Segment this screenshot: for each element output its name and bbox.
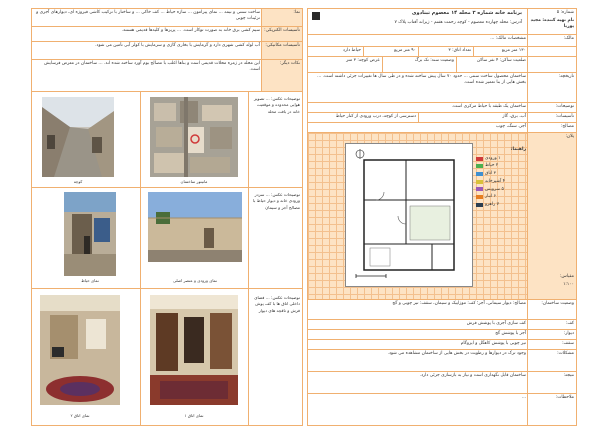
legend-label: ۷ راهرو — [485, 202, 499, 208]
remarks-label: ملاحظات: — [555, 395, 574, 400]
condition-label: وضعیت ساختمان: — [541, 301, 574, 306]
floor-plan — [345, 143, 473, 287]
legend-title: راهنما: — [510, 147, 526, 152]
left-row-notes — [32, 60, 302, 92]
materials-label: مصالح: — [560, 124, 574, 129]
plan-label: پلان: — [565, 134, 574, 139]
legend-label: ۲ حیاط — [485, 163, 499, 169]
result-label: نتیجه: — [563, 373, 574, 378]
desc-row — [308, 103, 576, 113]
plan-legend — [476, 147, 526, 210]
left-row-text: آب لوله کشی شهری دارد و گرمایش با بخاری گازی و سرمایش با کولر آبی تأمین می شود. — [32, 42, 262, 59]
area-row — [308, 47, 576, 57]
issues-row — [308, 350, 576, 372]
aerial-photo — [150, 97, 238, 177]
left-row-text: ساخت سنتی و نیمه ... نمای پیرامون ... سازه حیاط ... کف خاکی ... و ساختار با ترکیب کاشی فیروزه ای، دیوارهای آجری و تزئینات چوبی — [32, 9, 262, 26]
plan-section — [308, 133, 576, 300]
roof-label: سقف: — [562, 341, 574, 346]
form-number: شماره: ۵ — [556, 10, 574, 15]
issues-text: وجود ترک در دیوارها و رطوبت در بخش هایی از ساختمان مشاهده می شود. — [387, 351, 526, 356]
floor-text: کف سازی آجری با پوشش فرش — [466, 321, 526, 326]
photo-caption: مانیتور ساختمان — [180, 179, 208, 184]
photo-caption: نمای ورودی و عنصر اصلی — [173, 278, 217, 283]
result-text: ساختمان قابل نگهداری است و نیاز به بازسازی جزئی دارد. — [419, 373, 526, 378]
left-row-label: نما: — [293, 10, 300, 15]
owner-text: مشخصات مالک: ... — [490, 36, 526, 41]
legend-item — [476, 156, 526, 162]
left-row-label: تأسیسات الکتریکی: — [264, 28, 300, 33]
desc-label: توضیحات: — [555, 104, 574, 109]
legend-swatch — [476, 172, 483, 176]
legend-item — [476, 202, 526, 208]
photo-block-3 — [32, 289, 302, 426]
history-label: تاریخچه: — [558, 74, 574, 79]
area-field: تعداد اتاق: ۳ — [448, 48, 471, 53]
legend-item — [476, 179, 526, 185]
legend-swatch — [476, 180, 483, 184]
wall-row — [308, 330, 576, 340]
dims-field: ضلعیت ساکن: ۴ نفر ساکن — [476, 58, 526, 63]
room2-photo — [40, 295, 120, 405]
logo-icon — [312, 12, 320, 20]
legend-label: ۵ سرویس — [485, 186, 504, 192]
preparer: نام تهیه کننده: مجید پوریا — [530, 18, 574, 29]
left-row-label: تأسیسات مکانیکی: — [265, 43, 300, 48]
courtyard-photo — [64, 192, 116, 276]
wall-text: آجر با پوشش گچ — [495, 331, 526, 336]
legend-item — [476, 194, 526, 200]
issues-label: مشکلات: — [557, 351, 574, 356]
address: آدرس: محله چهارده معصوم - کوچه رحمت هفتم - زیرانه آفتاب پلاک ۷ — [394, 20, 522, 25]
entrance-photo — [148, 192, 242, 262]
dims-field: وضعیت سند: تک برگ — [414, 58, 454, 63]
photo-block-1 — [32, 92, 302, 188]
roof-text: تیر چوبی با پوشش کاهگل و ایزوگام — [460, 341, 526, 346]
legend-swatch — [476, 187, 483, 191]
result-row — [308, 372, 576, 394]
scale-value: ۱:۱۰۰ — [563, 282, 574, 287]
photo-caption: نمای اتاق ۲ — [70, 413, 90, 418]
condition-text: مصالح: دیوار سیمانی، آجر؛ کف: موزاییک و سیمان، سقف: تیر چوبی و گچ — [392, 301, 526, 306]
history-row — [308, 73, 576, 103]
left-row-text: این محله در زمره محلات قدیمی است و بناها اغلب با مصالح بوم آورد ساخته شده اند. ... ساختمان در معرض فرسایش است. — [32, 60, 262, 91]
owner-row — [308, 35, 576, 47]
photo-caption: نمای اتاق ۱ — [184, 413, 204, 418]
photo-note: توضیحات عکس: ... سردر ورودی خانه و دیوار حیاط با مصالح آجر و سیمان — [253, 192, 300, 210]
legend-label: ۴ آشپزخانه — [485, 178, 506, 184]
materials-text: آجر، سنگ، چوب — [495, 124, 526, 129]
photo-note: توضیحات عکس: ... تصویر هوایی محدوده و موقعیت خانه در بافت محله — [253, 96, 300, 114]
photo-caption: نمای حیاط — [81, 278, 99, 283]
remarks-row — [308, 394, 576, 426]
left-row-facade — [32, 9, 302, 27]
legend-label: ۳ اتاق — [485, 171, 496, 177]
photo-block-2 — [32, 188, 302, 289]
legend-item — [476, 163, 526, 169]
left-row-text: سیم کشی برق خانه به صورت توکار است. ... پریزها و کلیدها قدیمی هستند. — [32, 27, 262, 41]
area-field: ۱۳۰ متر مربع — [501, 48, 526, 53]
facilities-row — [308, 113, 576, 123]
floor-row — [308, 320, 576, 330]
legend-label: ۶ انبار — [485, 194, 496, 200]
materials-row — [308, 123, 576, 133]
legend-item — [476, 187, 526, 193]
room1-photo — [150, 295, 238, 405]
form-title: برنامه خانه شماره ۳ محله ۱۴ معصوم تبنادوی — [411, 10, 522, 16]
dims-row — [308, 57, 576, 73]
legend-swatch — [476, 203, 483, 207]
history-text: ساختمان محصول ساخت سنتی ... حدود ۷۰ سال پیش ساخته شده و در طی سال ها تغییرات جزئی داشته است. ... بخش هایی از بنا تعمیر شده است. — [317, 74, 526, 85]
dims-field: عرض کوچه: ۳ متر — [346, 58, 380, 63]
access-text: دسترسی از کوچه، درب ورودی از کنار حیاط — [335, 114, 416, 119]
owner-label: مالک: — [563, 36, 574, 41]
street-photo — [42, 97, 114, 177]
photo-note: توضیحات عکس: ... فضای داخلی اتاق ها با کف پوش فرش و تاقچه های دیوار — [254, 295, 300, 313]
facilities-label: تأسیسات: — [555, 114, 574, 119]
photo-caption: کوچه — [73, 179, 83, 184]
legend-swatch — [476, 164, 483, 168]
roof-row — [308, 340, 576, 350]
condition-row — [308, 300, 576, 320]
remarks-text: ... — [521, 395, 526, 400]
left-row-mechanical — [32, 42, 302, 60]
left-row-electrical — [32, 27, 302, 42]
desc-text: ساختمان یک طبقه با حیاط مرکزی است. — [451, 104, 526, 109]
area-field: حیاط دارد — [342, 48, 361, 53]
right-page — [307, 8, 577, 426]
legend-item — [476, 171, 526, 177]
wall-label: دیوار: — [563, 331, 574, 336]
facilities-text: آب، برق، گاز — [502, 114, 526, 119]
left-row-label: نکات دیگر: — [279, 61, 300, 66]
form-header — [308, 9, 576, 35]
area-field: ۹۰ متر مربع — [394, 48, 416, 53]
floor-label: کف: — [565, 321, 574, 326]
left-page — [31, 8, 303, 426]
legend-swatch — [476, 195, 483, 199]
scale-label: مقیاس: — [559, 274, 574, 279]
legend-swatch — [476, 157, 483, 161]
legend-label: ۱ ورودی — [485, 155, 501, 161]
